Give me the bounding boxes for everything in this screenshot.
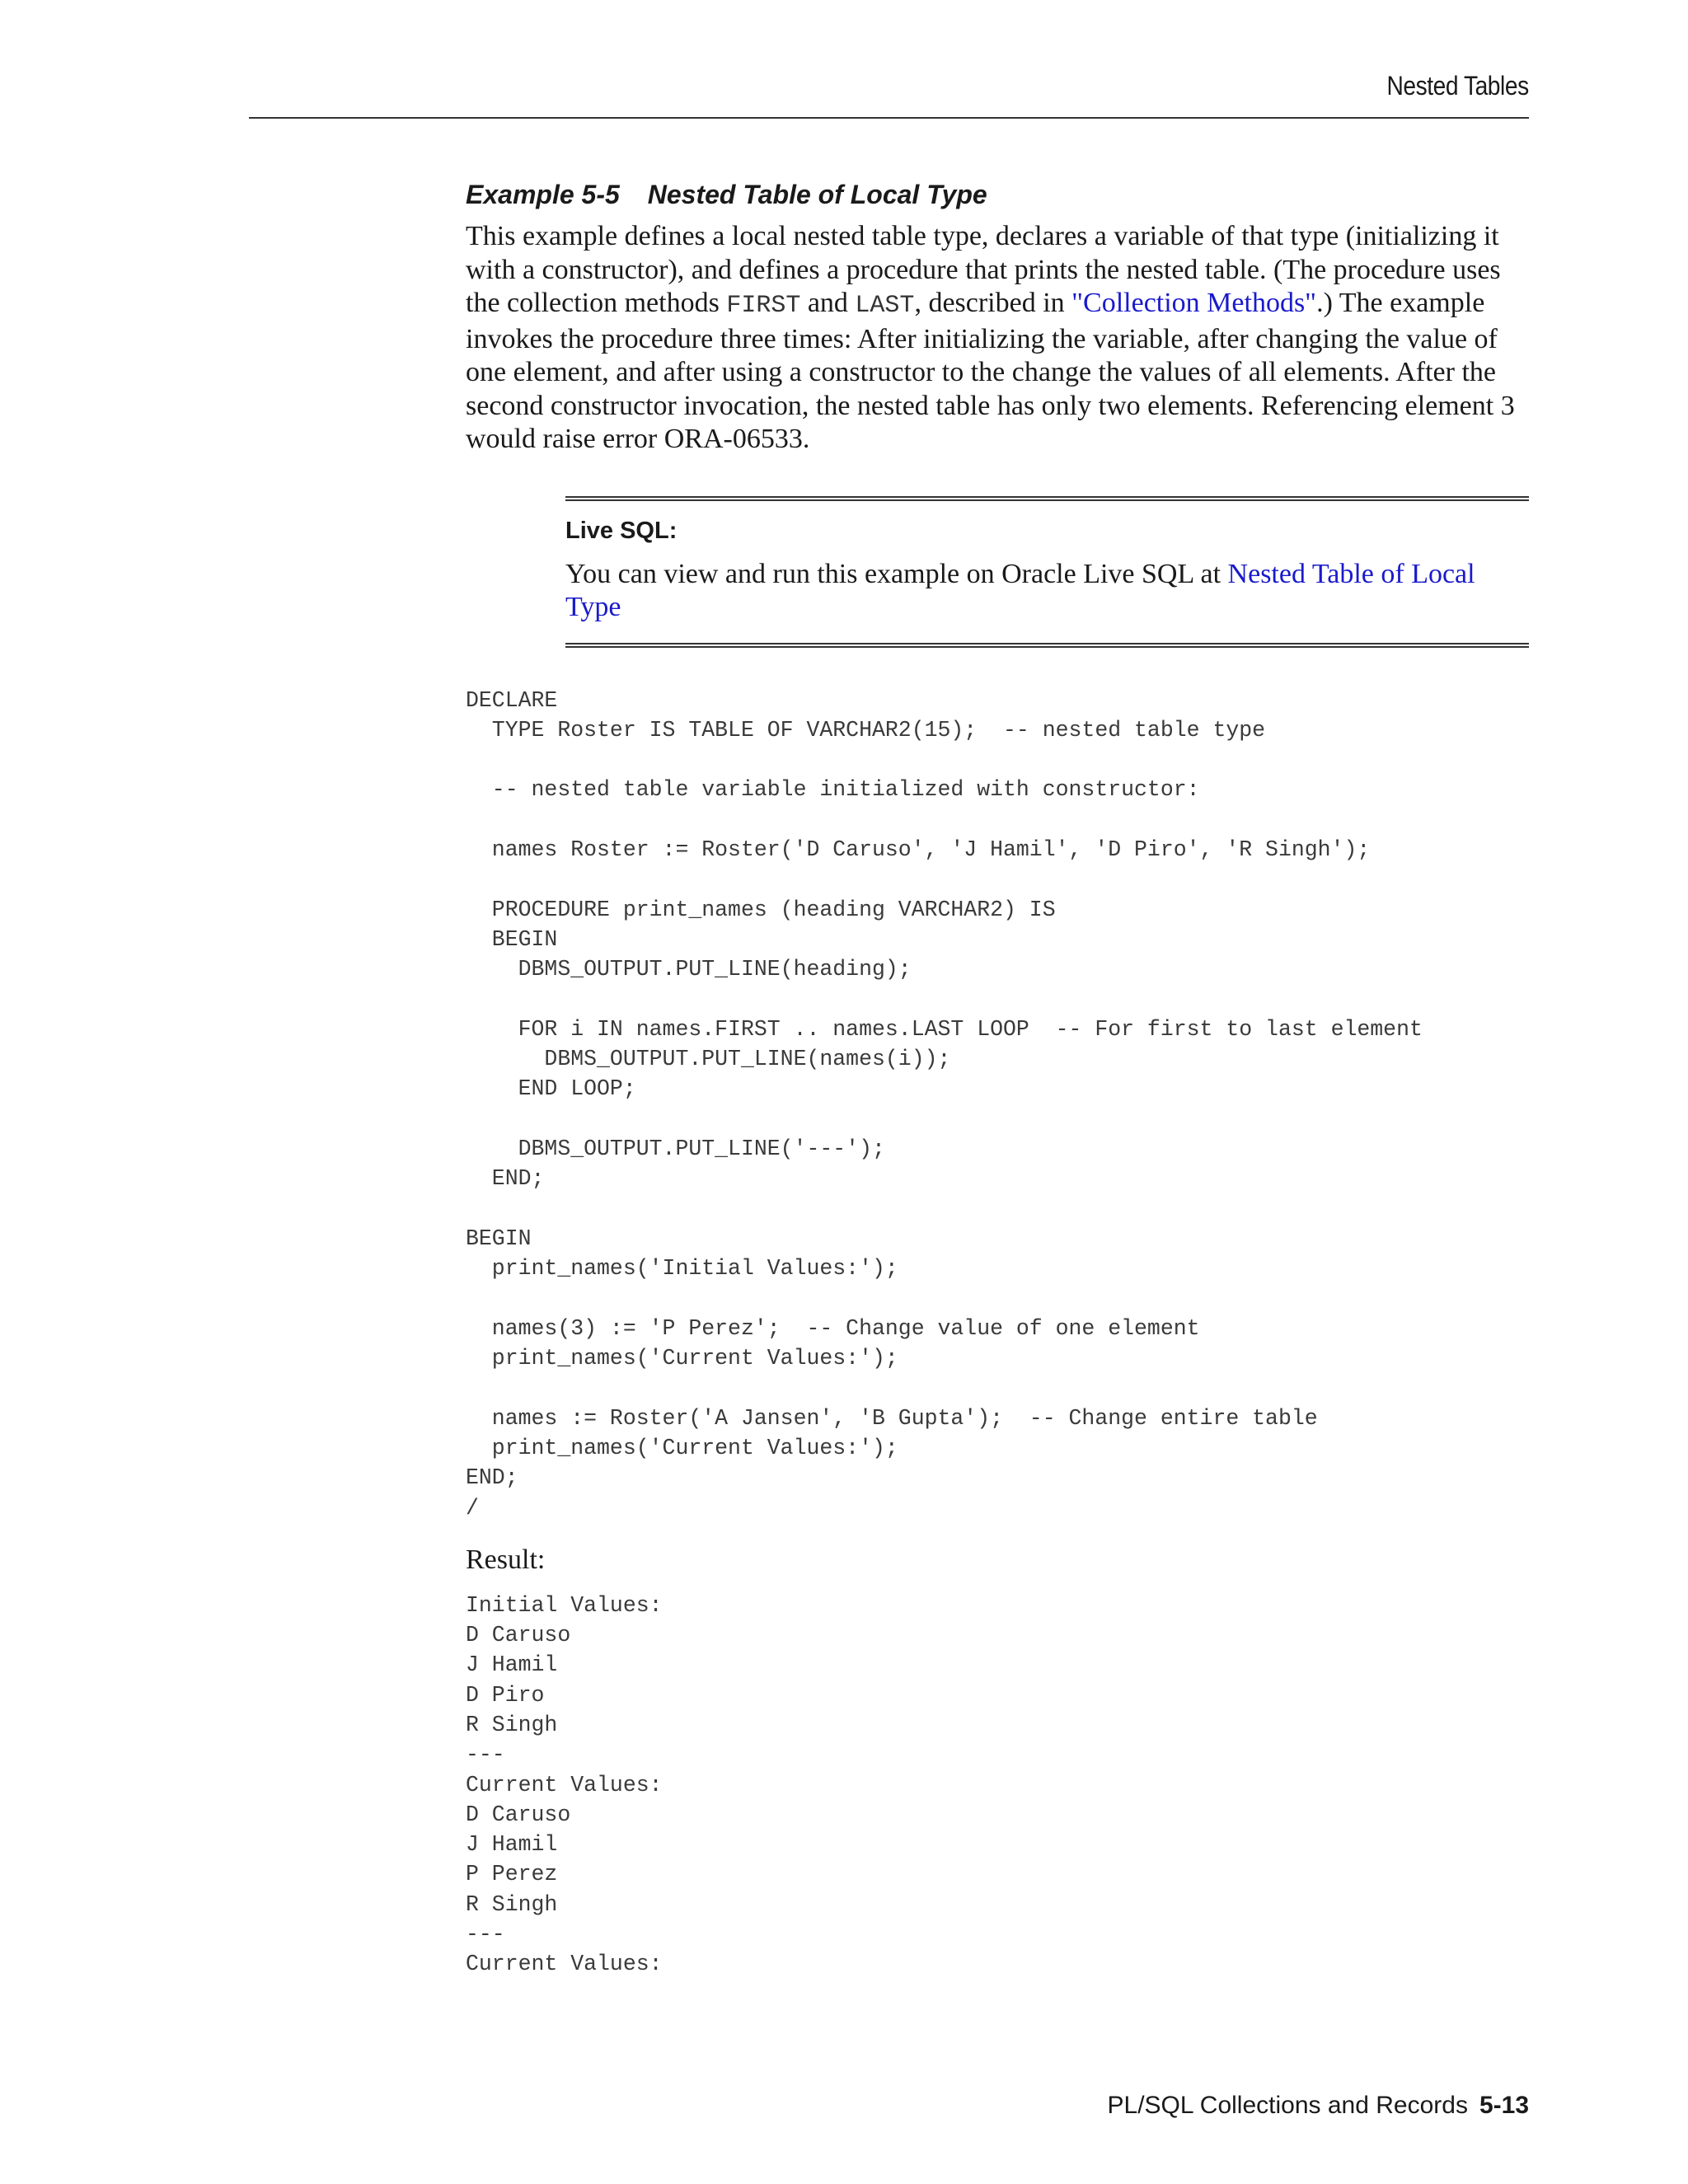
code-first: FIRST: [726, 292, 801, 320]
result-line: ---: [466, 1742, 505, 1768]
code-line: print_names('Current Values:');: [466, 1435, 898, 1460]
code-last: LAST: [855, 292, 915, 320]
intro-paragraph: [466, 220, 1529, 457]
intro-text-3: , described in: [914, 288, 1072, 318]
code-line: [466, 1104, 1529, 1134]
result-line: J Hamil: [466, 1652, 558, 1678]
note-heading: Live SQL:: [565, 517, 678, 544]
footer-section: PL/SQL Collections and Records: [1107, 2092, 1468, 2119]
result-line: R Singh: [466, 1891, 558, 1917]
code-line: [466, 1283, 1529, 1313]
result-line: ---: [466, 1922, 505, 1947]
code-line: BEGIN: [466, 926, 558, 952]
code-line: END LOOP;: [466, 1076, 636, 1102]
code-line: /: [466, 1495, 479, 1521]
code-line: PROCEDURE print_names (heading VARCHAR2) IS: [466, 897, 1056, 922]
result-line: R Singh: [466, 1713, 558, 1737]
result-line: Current Values:: [466, 1772, 663, 1797]
example-title: [466, 180, 1529, 210]
code-line: print_names('Initial Values:');: [466, 1256, 898, 1282]
code-line: DBMS_OUTPUT.PUT_LINE('---');: [466, 1136, 885, 1161]
example-name: Nested Table of Local Type: [647, 180, 987, 209]
page-number: 5-13: [1479, 2092, 1529, 2119]
code-line: [466, 984, 1529, 1014]
code-line: names := Roster('A Jansen', 'B Gupta'); -- Change entire table: [466, 1405, 1318, 1431]
collection-methods-link[interactable]: "Collection Methods": [1071, 288, 1317, 318]
code-line: [466, 1373, 1529, 1403]
code-line: -- nested table variable initialized with constructor:: [466, 777, 1200, 803]
note-body: [565, 558, 1529, 625]
intro-text-2: and: [800, 288, 856, 318]
result-line: Initial Values:: [466, 1592, 663, 1618]
header-rule: [249, 117, 1529, 119]
live-sql-note: [565, 496, 1529, 648]
code-line: END;: [466, 1465, 518, 1491]
main-content: [466, 180, 1529, 1980]
code-line: names(3) := 'P Perez'; -- Change value of one element: [466, 1315, 1200, 1341]
code-line: [466, 865, 1529, 894]
code-line: DBMS_OUTPUT.PUT_LINE(heading);: [466, 957, 912, 982]
result-output: [466, 1591, 1529, 1980]
code-line: names Roster := Roster('D Caruso', 'J Hamil', 'D Piro', 'R Singh');: [466, 837, 1371, 862]
example-number: Example 5-5: [466, 180, 620, 209]
code-line: END;: [466, 1166, 545, 1192]
intro-text-4: .) The example invokes the procedure three times: After initializing the variable, after changing the value of one element, and after using a constructor to the change the values of all elements. After the second constructor invocation, the nested table has only two elements. Referencing element 3 would raise error ORA-06533.: [466, 288, 1515, 454]
code-line: [466, 805, 1529, 835]
code-line: TYPE Roster IS TABLE OF VARCHAR2(15); -- nested table type: [466, 717, 1266, 743]
intro-text-1: This example defines a local nested table type, declares a variable of that type (initializing it with a constructor), and defines a procedure that prints the nested table. (The procedure uses the collection methods: [466, 221, 1501, 318]
code-block: [466, 686, 1529, 1523]
live-sql-link[interactable]: Nested Table of Local Type: [565, 558, 1475, 622]
result-line: D Caruso: [466, 1623, 571, 1648]
result-line: D Caruso: [466, 1802, 571, 1827]
running-header: Nested Tables: [1386, 71, 1529, 101]
code-line: BEGIN: [466, 1226, 532, 1251]
code-line: [466, 745, 1529, 775]
result-line: P Perez: [466, 1862, 558, 1887]
page-footer: [1108, 2092, 1530, 2120]
result-line: Current Values:: [466, 1952, 663, 1977]
code-line: DBMS_OUTPUT.PUT_LINE(names(i));: [466, 1047, 951, 1072]
code-line: FOR i IN names.FIRST .. names.LAST LOOP -- For first to last element: [466, 1016, 1423, 1042]
code-line: DECLARE: [466, 687, 558, 713]
note-text: You can view and run this example on Oracle Live SQL at: [565, 558, 1228, 589]
code-line: print_names('Current Values:');: [466, 1346, 898, 1371]
result-label: Result:: [466, 1544, 546, 1575]
result-line: J Hamil: [466, 1832, 558, 1858]
code-line: [466, 1194, 1529, 1224]
result-line: D Piro: [466, 1682, 545, 1708]
